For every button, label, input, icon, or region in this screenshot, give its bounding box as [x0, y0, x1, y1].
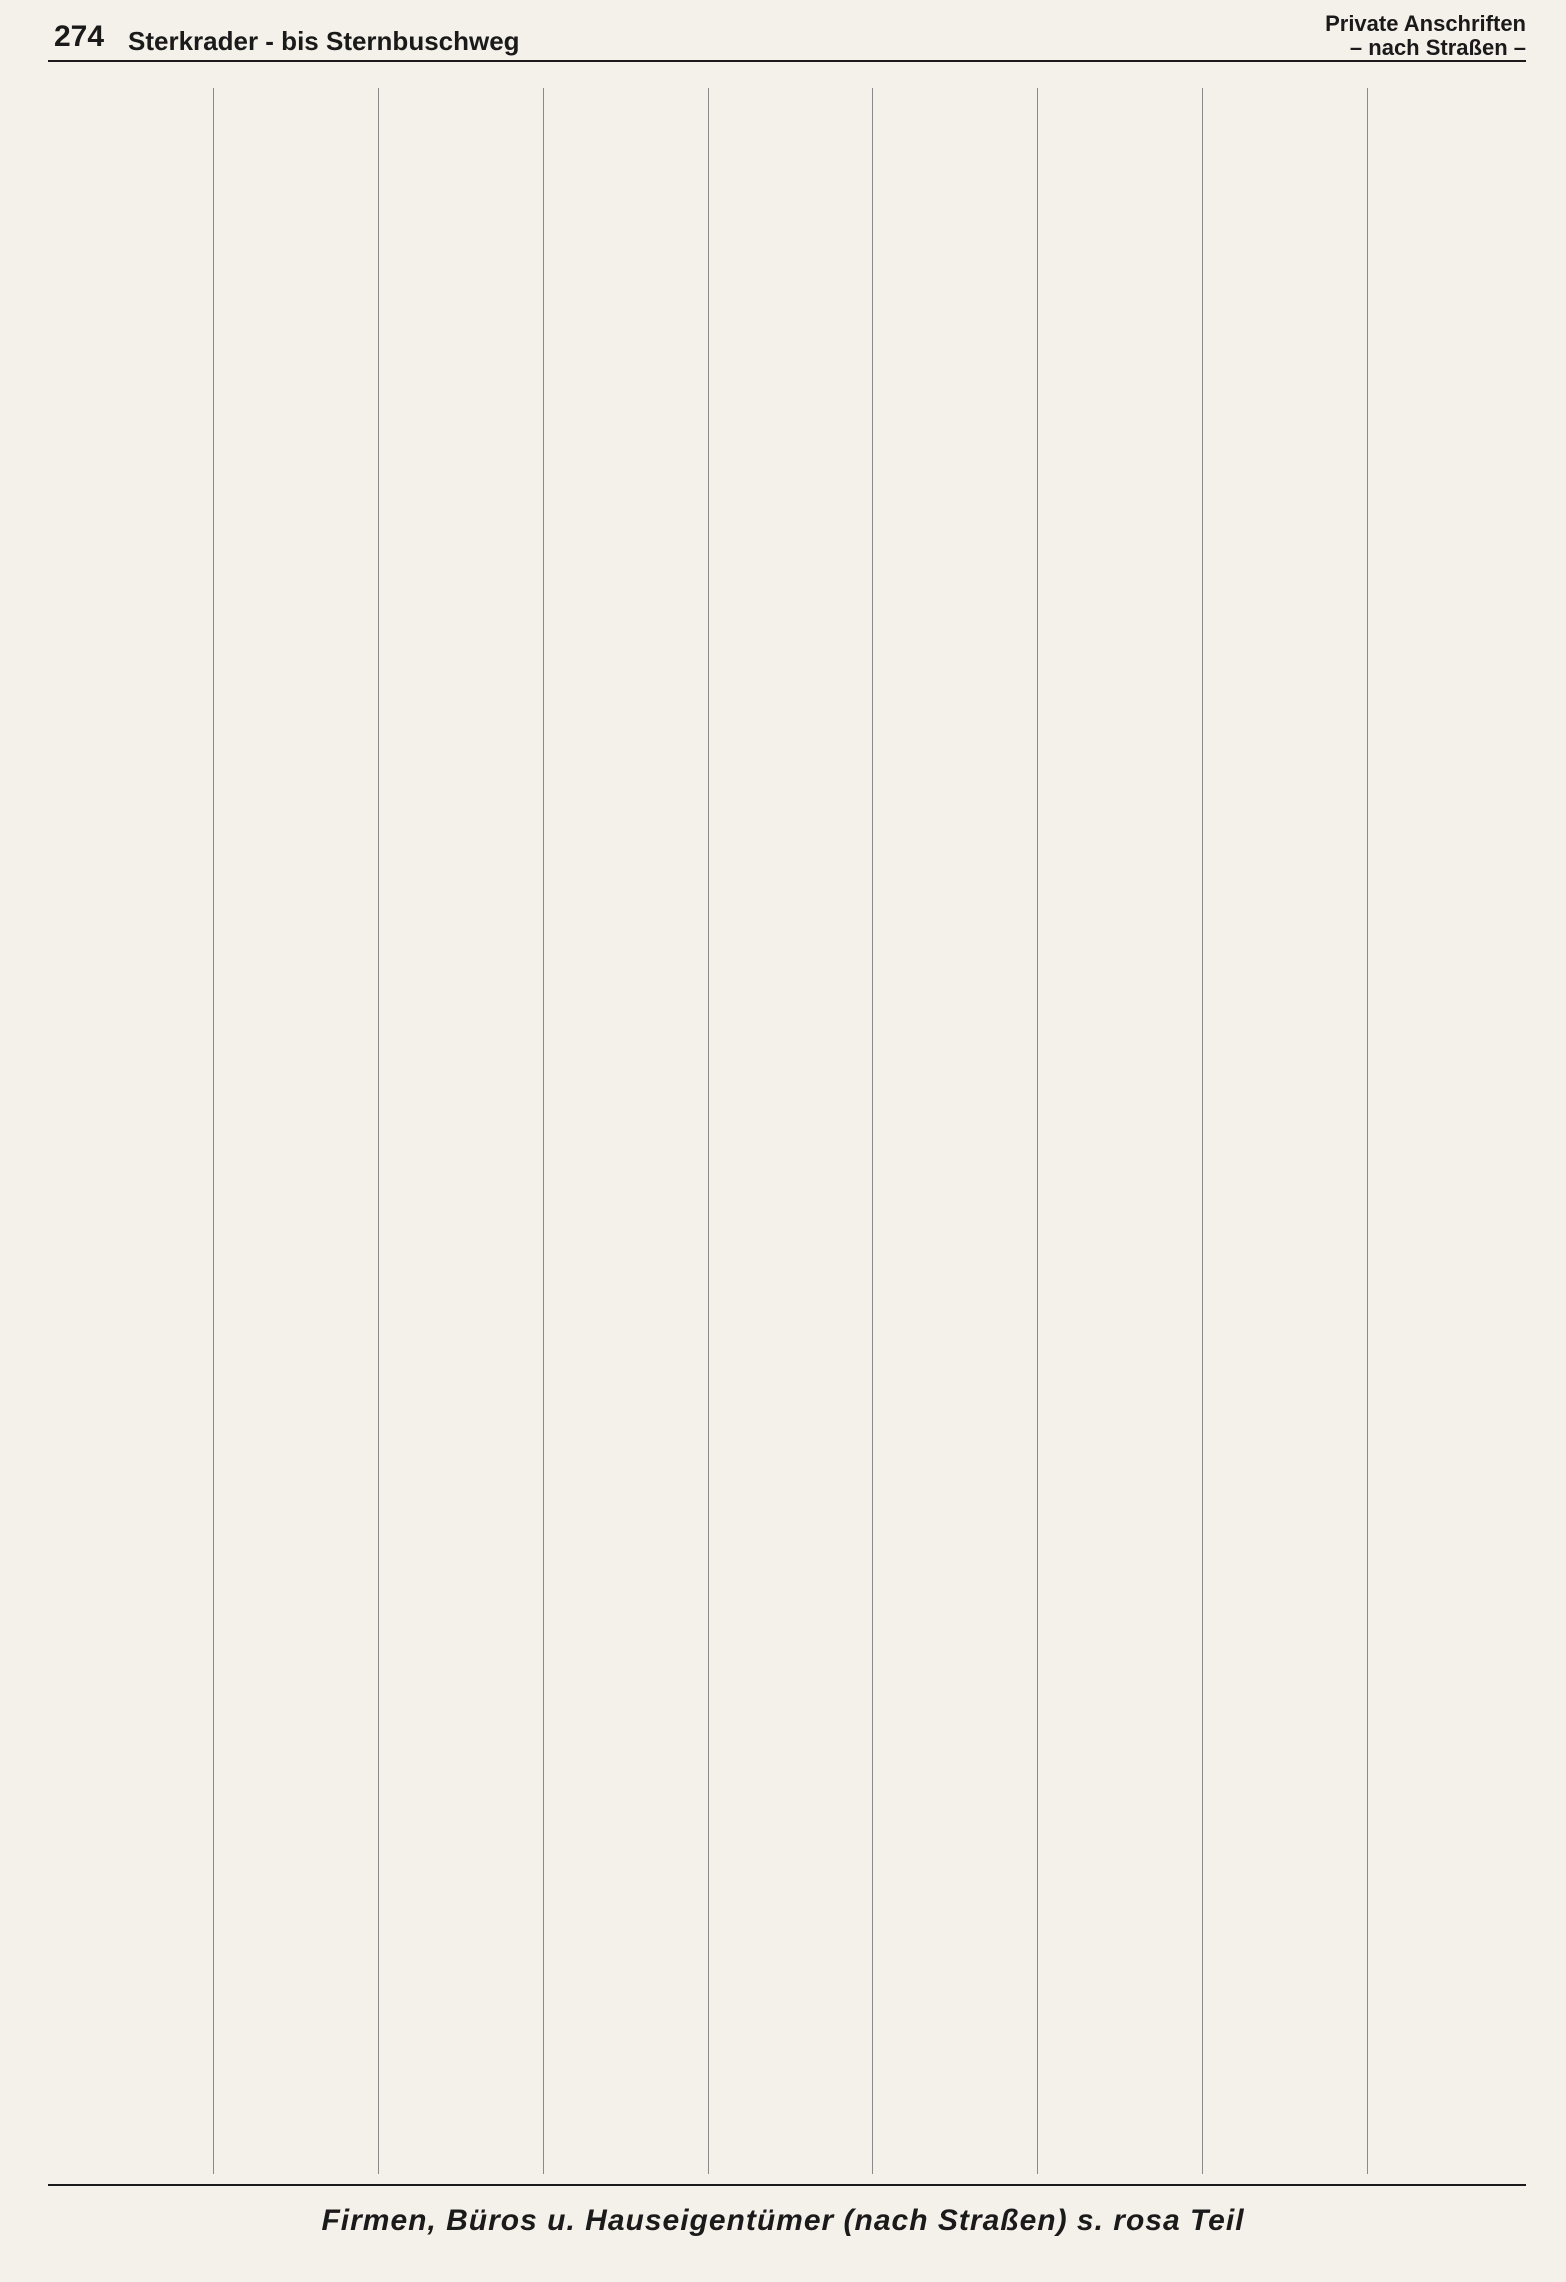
section-title-line1: Private Anschriften	[1325, 11, 1526, 36]
section-title	[1325, 12, 1526, 60]
running-title: Sterkrader - bis Sternbuschweg	[128, 26, 520, 56]
listing-column	[213, 88, 372, 2174]
listing-column	[1367, 88, 1526, 2174]
listing-column	[543, 88, 702, 2174]
page-header	[48, 10, 1526, 62]
listing-column	[1037, 88, 1196, 2174]
listing-columns	[48, 88, 1526, 2174]
listing-column	[708, 88, 867, 2174]
listing-column	[48, 88, 207, 2174]
page-number: 274	[54, 20, 105, 53]
listing-column	[872, 88, 1031, 2174]
listing-column	[1202, 88, 1361, 2174]
footer-note: Firmen, Büros u. Hauseigentümer (nach Straßen) s. rosa Teil	[321, 2204, 1245, 2237]
listing-column	[378, 88, 537, 2174]
section-title-line2: – nach Straßen –	[1349, 35, 1526, 60]
footer-rule	[48, 2184, 1526, 2186]
